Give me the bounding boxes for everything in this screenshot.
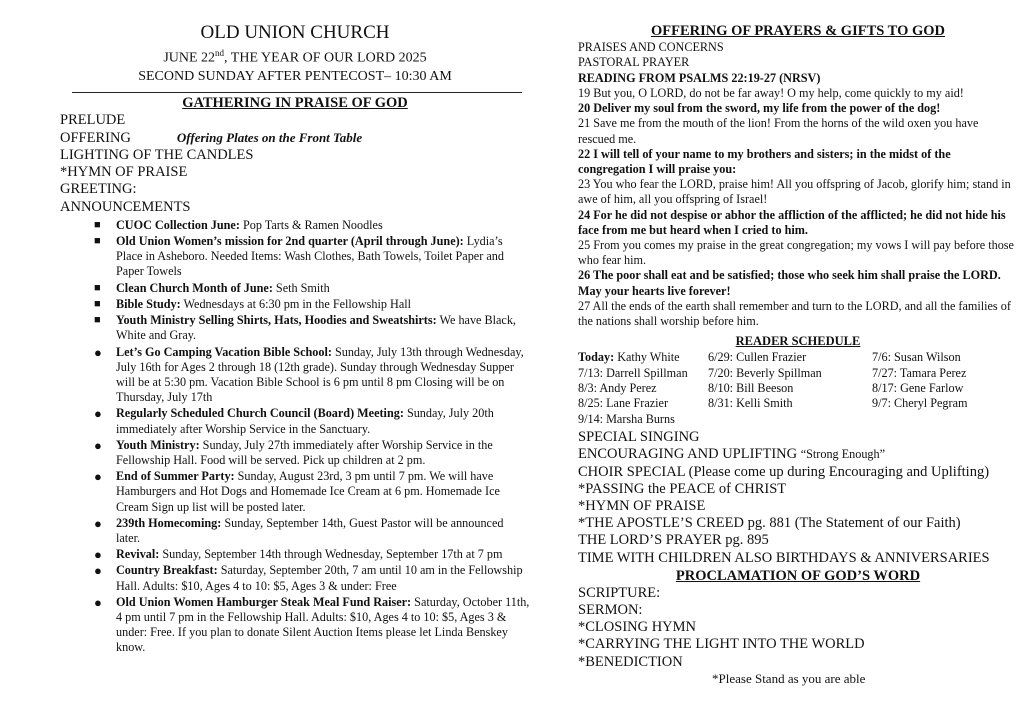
announcement-item: [94, 547, 530, 563]
footnote: *Please Stand as you are able: [712, 670, 866, 686]
announcement-text: Wednesdays at 6:30 pm in the Fellowship Hall: [180, 296, 412, 311]
offering-line: OFFERING Offering Plates on the Front Table: [60, 129, 363, 146]
bullet-icon: ●: [94, 547, 102, 563]
bullet-icon: ●: [94, 515, 102, 531]
reader-cell: 7/13: Darrell Spillman: [578, 365, 688, 380]
announcement-title: Revival:: [116, 547, 160, 562]
order-lords-prayer: THE LORD’S PRAYER pg. 895: [578, 532, 769, 549]
bullet-icon: ■: [94, 235, 101, 248]
reader-cell: 7/27: Tamara Perez: [872, 365, 967, 380]
reader-cell: 6/29: Cullen Frazier: [708, 350, 807, 365]
psalm-verse: 22 I will tell of your name to my brothers and sisters; in the midst of the congregation I will praise you:: [578, 146, 951, 176]
reader-cell: 8/17: Gene Farlow: [872, 380, 964, 395]
announcement-item: [94, 469, 530, 515]
pastoral-prayer: PASTORAL PRAYER: [578, 55, 690, 70]
announcement-text: Sunday, August 23rd, 3 pm until 7 pm. We will have Hamburgers and Hot Dogs and Homemade Ice Cream at 6 pm. Homemade Ice Cream Sign up list will be posted later.: [116, 469, 500, 514]
psalm-verse: 20 Deliver my soul from the sword, my life from the power of the dog!: [578, 101, 941, 116]
announcement-text: Sunday, July 13th through Wednesday, July 16th for Ages 2 through 18 (12th grade). Sunday through Wednesday Supper will be at 5:30 pm. Vacation Bible School is 6 pm until 8 pm Closing will be on Thursday, July 17th: [116, 344, 524, 405]
announcement-title: Clean Church Month of June:: [116, 280, 273, 295]
announcement-text: Saturday, October 11th, 4 pm until 7 pm in the Fellowship Hall. Adults: $10, Ages 4 to 10: $5, Ages 3 & under: Free. If you plan to donate Silent Auction Items please let Linda Benskey know.: [116, 594, 530, 655]
order-hymn: *HYMN OF PRAISE: [578, 497, 706, 514]
reader-cell: 8/31: Kelli Smith: [708, 396, 793, 411]
announcement-title: CUOC Collection June:: [116, 217, 240, 232]
announcement-title: End of Summer Party:: [116, 469, 235, 484]
greeting: GREETING:: [60, 181, 137, 198]
announcement-title: Let’s Go Camping Vacation Bible School:: [116, 344, 332, 359]
order-choir-special: CHOIR SPECIAL (Please come up during Encouraging and Uplifting): [578, 463, 990, 480]
bullet-icon: ■: [94, 314, 101, 327]
section-offering: OFFERING OF PRAYERS & GIFTS TO GOD: [650, 23, 946, 39]
closing-sermon: SERMON:: [578, 602, 643, 618]
order-encouraging: ENCOURAGING AND UPLIFTING “Strong Enough”: [578, 446, 886, 463]
psalm-verse: 24 For he did not despise or abhor the affliction of the afflicted; he did not hide his face from me but heard when I cried to him.: [578, 207, 1006, 237]
offering-note: Offering Plates on the Front Table: [176, 129, 363, 145]
reader-row: [578, 396, 1018, 411]
announcement-item: [94, 313, 530, 343]
bullet-icon: ●: [94, 563, 102, 579]
announcement-item: [94, 437, 530, 468]
encouraging-song: “Strong Enough”: [800, 447, 886, 462]
announcements-heading: ANNOUNCEMENTS: [60, 198, 191, 215]
announcement-item: [94, 296, 530, 312]
church-name: OLD UNION CHURCH: [200, 22, 390, 43]
reader-schedule: [578, 350, 1018, 427]
reader-cell: 8/25: Lane Frazier: [578, 396, 669, 411]
announcement-text: Pop Tarts & Ramen Noodles: [239, 217, 383, 232]
psalm-verses: [578, 86, 1018, 329]
section-proclamation: PROCLAMATION OF GOD’S WORD: [675, 567, 921, 584]
reader-row: [578, 381, 1018, 396]
announcement-title: Old Union Women Hamburger Steak Meal Fund Raiser:: [116, 594, 412, 609]
announcement-text: Seth Smith: [272, 280, 330, 295]
order-creed: *THE APOSTLE’S CREED pg. 881 (The Statement of our Faith): [578, 515, 961, 532]
bullet-icon: ●: [94, 406, 102, 422]
announcement-title: Country Breakfast:: [116, 563, 218, 578]
bullet-icon: ■: [94, 218, 101, 231]
announcement-text: Sunday, September 14th, Guest Pastor will be announced later.: [116, 515, 504, 545]
reading-heading: READING FROM PSALMS 22:19-27 (NRSV): [578, 70, 821, 85]
right-column: [578, 0, 1018, 686]
reader-cell: [708, 412, 872, 427]
service-line: SECOND SUNDAY AFTER PENTECOST– 10:30 AM: [138, 68, 452, 84]
order-special-singing: SPECIAL SINGING: [578, 429, 700, 446]
announcement-title: Old Union Women’s mission for 2nd quarter (April through June):: [116, 234, 464, 249]
reader-cell: [872, 412, 1012, 427]
date-line: JUNE 22nd, THE YEAR OF OUR LORD 2025: [163, 48, 427, 66]
announcement-text: Sunday, July 27th immediately after Worship Service in the Fellowship Hall. Food will be served. Pick up children at 2 pm.: [116, 437, 493, 467]
bullet-icon: ■: [94, 297, 101, 310]
psalm-verse: 23 You who fear the LORD, praise him! All you offspring of Jacob, glorify him; stand in awe of him, all you offspring of Israel!: [578, 177, 1011, 207]
announcement-text: Sunday, September 14th through Wednesday, September 17th at 7 pm: [159, 547, 503, 562]
psalm-verse: 27 All the ends of the earth shall remember and turn to the LORD, and all the families of the nations shall worship before him.: [578, 298, 1011, 328]
psalm-verse: 19 But you, O LORD, do not be far away! O my help, come quickly to my aid!: [578, 85, 964, 100]
order-passing-peace: *PASSING the PEACE of CHRIST: [578, 480, 787, 497]
announcement-text: Lydia’s Place in Asheboro. Needed Items: Wash Clothes, Bath Towels, Toilet Paper and Paper Towels: [116, 234, 504, 279]
announcement-item: [94, 406, 530, 436]
announcement-item: [94, 594, 530, 656]
left-column: [60, 0, 530, 657]
section-gathering: GATHERING IN PRAISE OF GOD: [182, 94, 408, 111]
hymn-of-praise: *HYMN OF PRAISE: [60, 164, 188, 181]
closing-benediction: *BENEDICTION: [578, 653, 683, 670]
announcements-list: [60, 218, 530, 656]
reader-row: [578, 366, 1018, 381]
lighting: LIGHTING OF THE CANDLES: [60, 147, 254, 164]
psalm-verse: 25 From you comes my praise in the great congregation; my vows I will pay before those who fear him.: [578, 237, 1014, 268]
announcement-title: 239th Homecoming:: [116, 515, 222, 530]
header-divider: [72, 92, 522, 93]
closing-hymn: *CLOSING HYMN: [578, 619, 697, 636]
prelude: PRELUDE: [60, 111, 126, 128]
closing-carrying-light: *CARRYING THE LIGHT INTO THE WORLD: [578, 636, 865, 653]
reader-cell: Today: Kathy White: [578, 350, 680, 365]
order-time-children: TIME WITH CHILDREN ALSO BIRTHDAYS & ANNIVERSARIES: [578, 549, 990, 566]
announcement-item: [94, 280, 530, 296]
announcement-item: [94, 217, 530, 233]
reader-cell: 9/14: Marsha Burns: [578, 411, 675, 426]
bullet-icon: ●: [94, 344, 102, 360]
reader-cell: 8/10: Bill Beeson: [708, 380, 794, 395]
reader-cell: 9/7: Cheryl Pegram: [872, 396, 968, 411]
reader-cell: 7/20: Beverly Spillman: [708, 365, 822, 380]
announcement-title: Youth Ministry:: [116, 437, 200, 452]
announcement-item: [94, 515, 530, 546]
announcement-title: Bible Study:: [116, 296, 181, 311]
psalm-verse: 21 Save me from the mouth of the lion! From the horns of the wild oxen you have rescued me.: [578, 116, 979, 146]
announcement-item: [94, 234, 530, 280]
reader-cell: 7/6: Susan Wilson: [872, 350, 961, 365]
praises-concerns: PRAISES AND CONCERNS: [578, 40, 724, 54]
announcement-title: Regularly Scheduled Church Council (Board) Meeting:: [116, 406, 404, 421]
reader-cell: 8/3: Andy Perez: [578, 380, 657, 395]
closing-scripture: SCRIPTURE:: [578, 584, 661, 601]
announcement-text: We have Black, White and Gray.: [116, 313, 516, 343]
bullet-icon: ●: [94, 437, 102, 453]
announcement-item: [94, 344, 530, 406]
reader-schedule-title: READER SCHEDULE: [735, 334, 861, 349]
bullet-icon: ●: [94, 594, 102, 610]
announcement-text: Sunday, July 20th immediately after Worship Service in the Sanctuary.: [116, 406, 494, 436]
bullet-icon: ■: [94, 281, 101, 294]
reader-row: [578, 412, 1018, 427]
bullet-icon: ●: [94, 469, 102, 485]
announcement-text: Saturday, September 20th, 7 am until 10 am in the Fellowship Hall. Adults: $10, Ages 4 to 10: $5, Ages 3 & under: Free: [116, 563, 523, 593]
announcement-item: [94, 563, 530, 593]
psalm-verse: 26 The poor shall eat and be satisfied; those who seek him shall praise the LORD. May your hearts live forever!: [578, 268, 1001, 298]
reader-row: [578, 350, 1018, 365]
announcement-title: Youth Ministry Selling Shirts, Hats, Hoodies and Sweatshirts:: [116, 313, 437, 328]
